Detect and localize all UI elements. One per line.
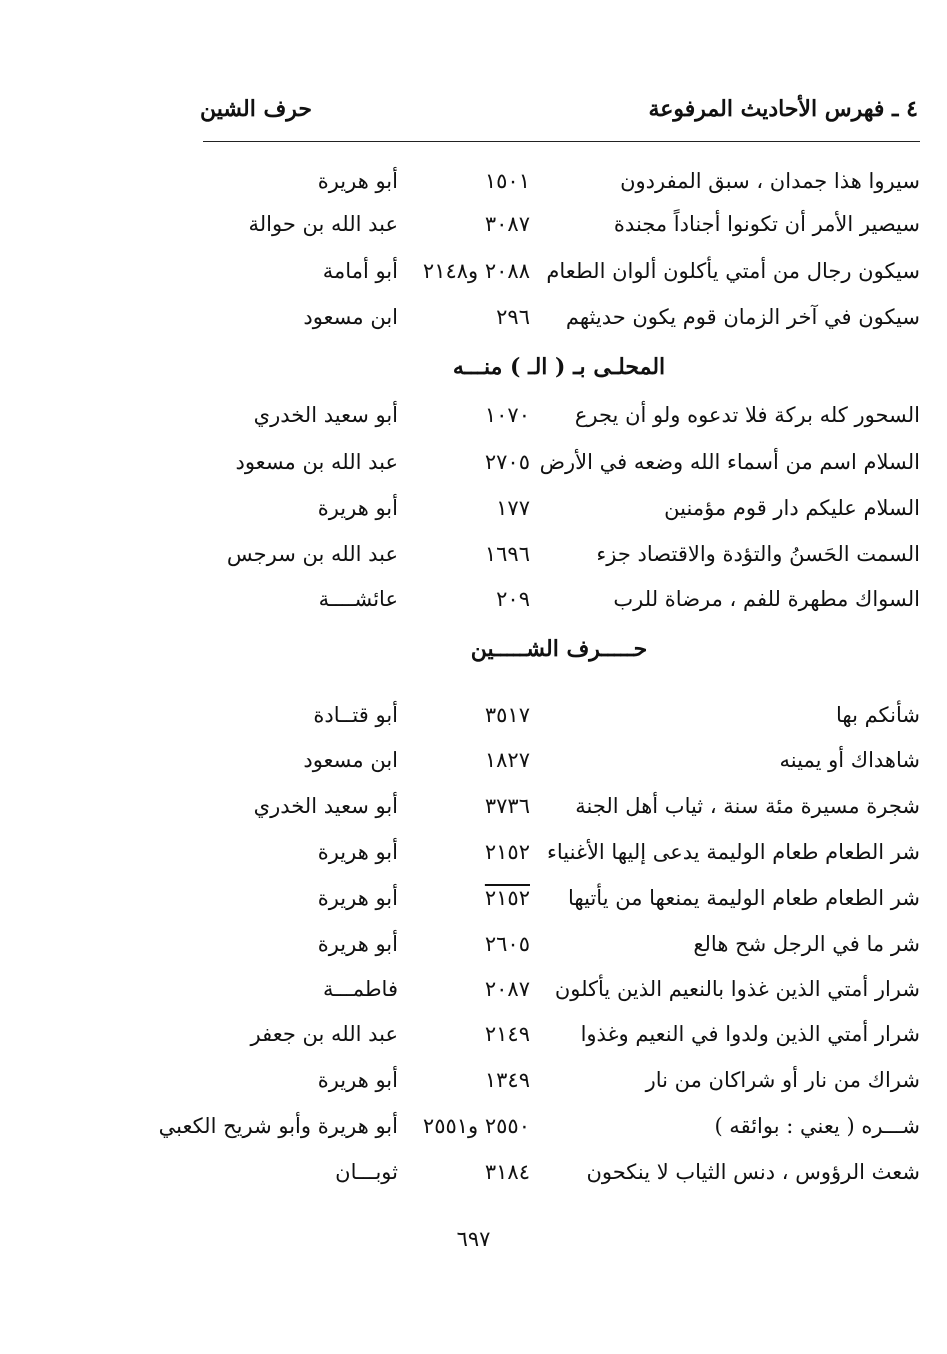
hadith-narrator: عبد الله بن مسعود — [235, 450, 398, 474]
hadith-text: شراك من نار أو شراكان من نار — [645, 1068, 920, 1092]
hadith-narrator: ابن مسعود — [303, 305, 398, 329]
page-number: ٦٩٧ — [456, 1227, 491, 1251]
hadith-row — [180, 745, 920, 785]
hadith-number: ٢١٥٢ — [484, 840, 530, 864]
hadith-text: شعث الرؤوس ، دنس الثياب لا ينكحون — [586, 1160, 920, 1184]
hadith-text: شر الطعام طعام الوليمة يدعى إليها الأغنياء — [547, 840, 920, 864]
hadith-row — [180, 584, 920, 624]
hadith-text: شـــره ( يعني : بوائقه ) — [714, 1114, 920, 1138]
hadith-narrator: عائشــــة — [318, 587, 398, 611]
hadith-number: ١٣٤٩ — [484, 1068, 530, 1092]
hadith-number: ١٦٩٦ — [484, 542, 530, 566]
hadith-text: شجرة مسيرة مئة سنة ، ثياب أهل الجنة — [575, 794, 920, 818]
hadith-narrator: أبو سعيد الخدري — [253, 403, 398, 427]
hadith-text: سيكون رجال من أمتي يأكلون ألوان الطعام — [546, 259, 920, 283]
hadith-text: سيروا هذا جمدان ، سبق المفردون — [620, 169, 920, 193]
hadith-number: ٢٠٨٧ — [484, 977, 530, 1001]
hadith-row — [180, 974, 920, 1014]
hadith-number: ٢١٤٩ — [484, 1022, 530, 1046]
hadith-narrator: عبد الله بن حوالة — [248, 212, 398, 236]
hadith-row — [180, 883, 920, 923]
hadith-number: ٢٠٨٨ و٢١٤٨ — [422, 259, 530, 283]
hadith-number: ١٧٧ — [496, 496, 530, 520]
hadith-text: السحور كله بركة فلا تدعوه ولو أن يجرع — [574, 403, 920, 427]
hadith-number: ١٠٧٠ — [484, 403, 530, 427]
hadith-text: السمت الحَسنُ والتؤدة والاقتصاد جزء — [596, 542, 920, 566]
hadith-narrator: عبد الله بن جعفر — [250, 1022, 398, 1046]
hadith-number: ٣٠٨٧ — [484, 212, 530, 236]
section-heading: حـــــرف الشـــــين — [470, 636, 648, 662]
hadith-text: شرار أمتي الذين غذوا بالنعيم الذين يأكلون — [554, 977, 920, 1001]
hadith-text: شر الطعام طعام الوليمة يمنعها من يأتيها — [568, 886, 920, 910]
hadith-row — [180, 837, 920, 877]
hadith-row — [180, 1019, 920, 1059]
header-section: حرف الشين — [200, 96, 313, 122]
hadith-text: سيكون في آخر الزمان قوم يكون حديثهم — [565, 305, 920, 329]
hadith-text: شاهداك أو يمينه — [779, 748, 920, 772]
hadith-text: السلام عليكم دار قوم مؤمنين — [664, 496, 920, 520]
hadith-number: ٢٠٩ — [496, 587, 530, 611]
hadith-narrator: أبو هريرة — [317, 840, 398, 864]
hadith-row — [180, 166, 920, 206]
hadith-text: سيصير الأمر أن تكونوا أجناداً مجندة — [613, 212, 920, 236]
hadith-row — [180, 929, 920, 969]
hadith-number: ٣٧٣٦ — [484, 794, 530, 818]
hadith-narrator: ابن مسعود — [303, 748, 398, 772]
hadith-number: ٣١٨٤ — [484, 1160, 530, 1184]
hadith-narrator: أبو هريرة — [317, 1068, 398, 1092]
hadith-row — [180, 400, 920, 440]
hadith-narrator: أبو أمامة — [322, 259, 398, 283]
hadith-text: شر ما في الرجل شح هالع — [693, 932, 920, 956]
hadith-narrator: أبو هريرة وأبو شريح الكعبي — [158, 1114, 398, 1138]
hadith-number: ٢٧٠٥ — [484, 450, 530, 474]
hadith-text: شأنكم بها — [835, 703, 920, 727]
hadith-narrator: أبو سعيد الخدري — [253, 794, 398, 818]
hadith-row — [180, 447, 920, 487]
hadith-narrator: أبو هريرة — [317, 886, 398, 910]
hadith-text: السواك مطهرة للفم ، مرضاة للرب — [613, 587, 920, 611]
hadith-row — [180, 209, 920, 249]
hadith-narrator: أبو هريرة — [317, 496, 398, 520]
hadith-number: ١٥٠١ — [484, 169, 530, 193]
hadith-row — [180, 1157, 920, 1197]
hadith-narrator: أبو هريرة — [317, 932, 398, 956]
hadith-text: شرار أمتي الذين ولدوا في النعيم وغذوا — [580, 1022, 920, 1046]
hadith-row — [180, 1065, 920, 1105]
header-rule — [203, 141, 920, 142]
hadith-row — [180, 700, 920, 740]
hadith-row — [180, 493, 920, 533]
hadith-row — [180, 302, 920, 342]
hadith-number: ٢٦٠٥ — [484, 932, 530, 956]
hadith-text: السلام اسم من أسماء الله وضعه في الأرض — [539, 450, 920, 474]
hadith-row — [180, 539, 920, 579]
hadith-narrator: أبو هريرة — [317, 169, 398, 193]
hadith-row — [180, 256, 920, 296]
hadith-narrator: أبو قتــادة — [313, 703, 398, 727]
hadith-number: ٢١٥٢ — [484, 886, 530, 910]
hadith-narrator: عبد الله بن سرجس — [226, 542, 398, 566]
running-header — [200, 96, 918, 136]
header-title: ٤ ـ فهرس الأحاديث المرفوعة — [648, 96, 918, 122]
hadith-number: ٢٥٥٠ و٢٥٥١ — [422, 1114, 530, 1138]
hadith-narrator: فاطمـــة — [322, 977, 398, 1001]
hadith-number: ١٨٢٧ — [484, 748, 530, 772]
hadith-row — [180, 791, 920, 831]
hadith-number: ٢٩٦ — [496, 305, 530, 329]
hadith-row — [158, 1111, 920, 1151]
hadith-number: ٣٥١٧ — [484, 703, 530, 727]
section-heading: المحلـى بـ ( الـ ) منـــه — [452, 354, 666, 380]
hadith-narrator: ثوبـــان — [335, 1160, 398, 1184]
